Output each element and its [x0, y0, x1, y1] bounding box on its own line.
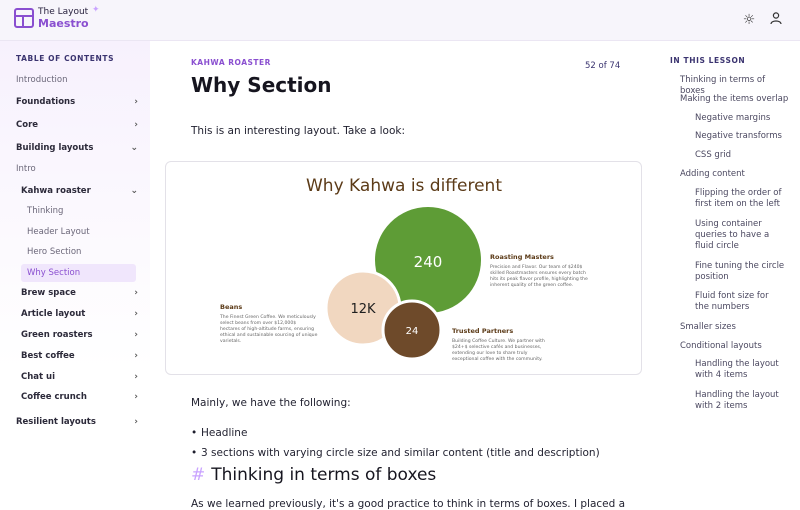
user-icon[interactable] [767, 11, 785, 29]
sidebar-item-thinking[interactable]: Thinking [27, 206, 64, 216]
beans-desc-4: ethical and sustainable sourcing of unique [220, 333, 318, 338]
chevron-right-icon: › [134, 351, 138, 361]
lesson-outline [660, 41, 800, 510]
chevron-right-icon: › [134, 417, 138, 427]
outline-item[interactable]: Smaller sizes [680, 322, 736, 332]
chevron-right-icon: › [134, 97, 138, 107]
intro-paragraph: This is an interesting layout. Take a look: [191, 125, 406, 137]
sidebar-item-brew-space[interactable]: Brew space › [21, 284, 138, 302]
value-24: 24 [405, 326, 419, 337]
logo-line1: The Layout [38, 7, 89, 17]
sidebar-item-intro[interactable]: Intro [16, 164, 36, 174]
partners-desc-3: extending our love to share truly [452, 351, 528, 356]
feature-list [191, 423, 600, 463]
beans-desc-5: varietals. [220, 339, 242, 344]
outline-item[interactable]: Flipping the order of first item on the left [695, 188, 782, 209]
beans-desc-2: select beans from over $12,000$ [220, 321, 297, 326]
sidebar-item-article-layout[interactable]: Article layout › [21, 305, 138, 323]
list-item: • Headline [191, 423, 600, 443]
outline-item[interactable]: Handling the layout with 4 items [695, 359, 779, 380]
lesson-pager: 52 of 74 [585, 61, 621, 71]
sidebar-item-chat-ui[interactable]: Chat ui › [21, 368, 138, 386]
partners-desc-4: exceptional coffee with the community. [452, 357, 543, 362]
outline-item[interactable]: Handling the layout with 2 items [695, 390, 779, 411]
outline-item[interactable]: Conditional layouts [680, 341, 762, 351]
beans-title: Beans [220, 303, 243, 311]
chevron-right-icon: › [134, 309, 138, 319]
partners-desc-2: $24+$ selective cafés and businesses, [452, 345, 542, 350]
toc-title: TABLE OF CONTENTS [16, 54, 115, 63]
sidebar-item-green-roasters[interactable]: Green roasters › [21, 326, 138, 344]
chevron-right-icon: › [134, 330, 138, 340]
sidebar-item-best-coffee[interactable]: Best coffee › [21, 347, 138, 365]
figure-card [165, 161, 642, 375]
chevron-right-icon: › [134, 288, 138, 298]
sidebar-item-hero-section[interactable]: Hero Section [27, 247, 82, 257]
page-title: Why Section [191, 73, 332, 97]
sidebar-item-header-layout[interactable]: Header Layout [27, 227, 90, 237]
chevron-down-icon: ⌄ [130, 186, 138, 196]
outline-item[interactable]: CSS grid [695, 150, 732, 160]
mainly-paragraph: Mainly, we have the following: [191, 397, 351, 409]
lesson-kicker: KAHWA ROASTER [191, 58, 271, 67]
chevron-right-icon: › [134, 392, 138, 402]
chevron-right-icon: › [134, 120, 138, 130]
main-content [165, 41, 645, 510]
roasting-desc-1: Precision and Flavor. Our team of $240$ [490, 265, 583, 270]
sidebar-item-kahwa-roaster[interactable]: Kahwa roaster ⌄ [21, 182, 138, 200]
sidebar [0, 41, 150, 510]
roasting-desc-2: skilled Roastmasters ensures every batch [490, 271, 586, 276]
outline-item[interactable]: Negative transforms [695, 131, 782, 141]
figure-title: Why Kahwa is different [306, 176, 502, 196]
partners-title: Trusted Partners [452, 327, 514, 335]
partners-desc-1: Building Coffee Culture. We partner with [452, 339, 545, 344]
value-12k: 12K [350, 302, 376, 317]
sidebar-item-core[interactable]: Core › [16, 116, 138, 134]
chevron-down-icon: ⌄ [130, 143, 138, 153]
roasting-desc-3: hits its peak flavor profile, highlighting the [490, 277, 588, 282]
outline-item[interactable]: Thinking in terms of boxes [680, 75, 766, 96]
sidebar-item-introduction[interactable]: Introduction [16, 75, 68, 85]
roasting-title: Roasting Masters [490, 253, 554, 261]
section-heading-text: Thinking in terms of boxes [211, 465, 437, 485]
sidebar-item-why-section[interactable]: Why Section [21, 264, 136, 282]
chevron-right-icon: › [134, 372, 138, 382]
top-bar [0, 0, 800, 41]
outline-item[interactable]: Making the items overlap [680, 94, 789, 104]
list-item: • 3 sections with varying circle size and similar content (title and description) [191, 443, 600, 463]
sidebar-item-building-layouts[interactable]: Building layouts ⌄ [16, 139, 138, 157]
logo[interactable] [14, 5, 100, 30]
outline-item[interactable]: Using container queries to have a fluid circle [695, 219, 770, 251]
outline-item[interactable]: Fine tuning the circle position [695, 261, 785, 282]
outline-item[interactable]: Fluid font size for the numbers [695, 291, 769, 312]
beans-desc-1: The Finest Green Coffee. We meticulously [220, 315, 316, 320]
outline-item[interactable]: Negative margins [695, 113, 771, 123]
lesson-outline-title: IN THIS LESSON [670, 56, 746, 65]
value-240: 240 [413, 253, 443, 271]
section-heading[interactable] [191, 465, 436, 485]
sidebar-item-coffee-crunch[interactable]: Coffee crunch › [21, 388, 138, 406]
logo-line2: Maestro [38, 17, 89, 30]
beans-desc-3: hectares of high-altitude farms, ensuring [220, 327, 315, 332]
sparkle-icon: ✦ [92, 5, 100, 15]
logo-icon [14, 8, 34, 28]
sidebar-item-resilient-layouts[interactable]: Resilient layouts › [16, 413, 138, 431]
why-kahwa-illustration [166, 162, 641, 374]
outline-item[interactable]: Adding content [680, 169, 745, 179]
sun-icon[interactable]: ☼ [742, 12, 756, 28]
roasting-desc-4: inherent quality of the green coffee. [490, 283, 574, 288]
sidebar-item-foundations[interactable]: Foundations › [16, 93, 138, 111]
hash-icon: # [191, 465, 206, 485]
section-paragraph: As we learned previously, it's a good practice to think in terms of boxes. I placed a [191, 498, 626, 510]
